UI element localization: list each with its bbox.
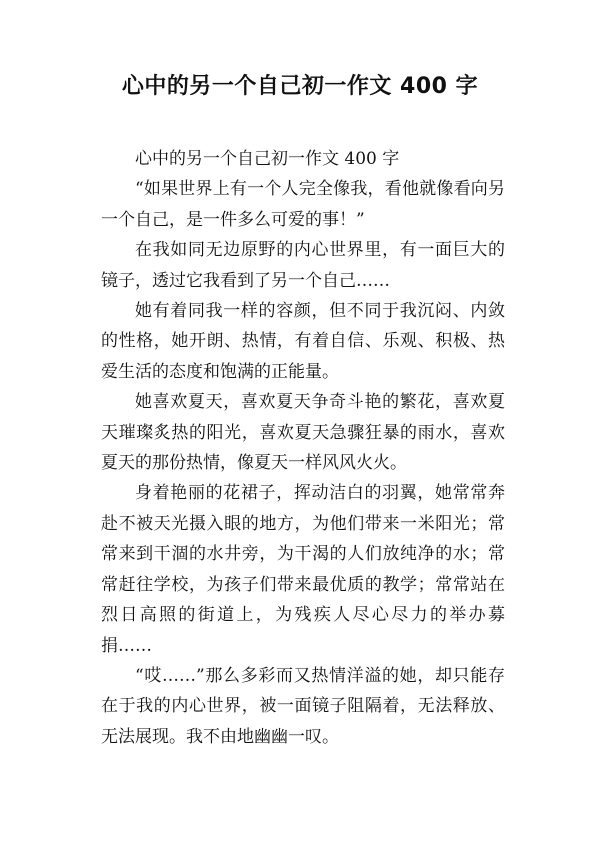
paragraph-subtitle: 心中的另一个自己初一作文 400 字 [135, 149, 400, 169]
document-title: 心中的另一个自己初一作文 400 字 [121, 74, 479, 99]
paragraph-summer: 她喜欢夏天，喜欢夏天争奇斗艳的繁花，喜欢夏天璀璨炙热的阳光，喜欢夏天急骤狂暴的雨水，喜欢夏天的那份热情，像夏天一样风风火火。 [101, 392, 505, 474]
paragraph-deeds: 身着艳丽的花裙子，挥动洁白的羽翼，她常常奔赴不被天光摄入眼的地方，为他们带来一米阳光；常常来到干涸的水井旁，为干渴的人们放纯净的水；常常赶往学校，为孩子们带来最优质的教学；常常站在烈日高照的街道上，为残疾人尽心尽力的举办募捐…… [101, 483, 505, 656]
paragraph-personality: 她有着同我一样的容颜，但不同于我沉闷、内敛的性格，她开朗、热情，有着自信、乐观、积极、热爱生活的态度和饱满的正能量。 [101, 301, 505, 382]
paragraph-sigh: “哎……”那么多彩而又热情洋溢的她，却只能存在于我的内心世界，被一面镜子阻隔着，无法释放、无法展现。我不由地幽幽一叹。 [101, 665, 505, 747]
paragraph-quote: “如果世界上有一个人完全像我，看他就像看向另一个自己，是一件多么可爱的事！” [101, 179, 505, 230]
document-body [101, 144, 505, 752]
paragraph-mirror: 在我如同无边原野的内心世界里，有一面巨大的镜子，透过它我看到了另一个自己…… [101, 240, 505, 291]
